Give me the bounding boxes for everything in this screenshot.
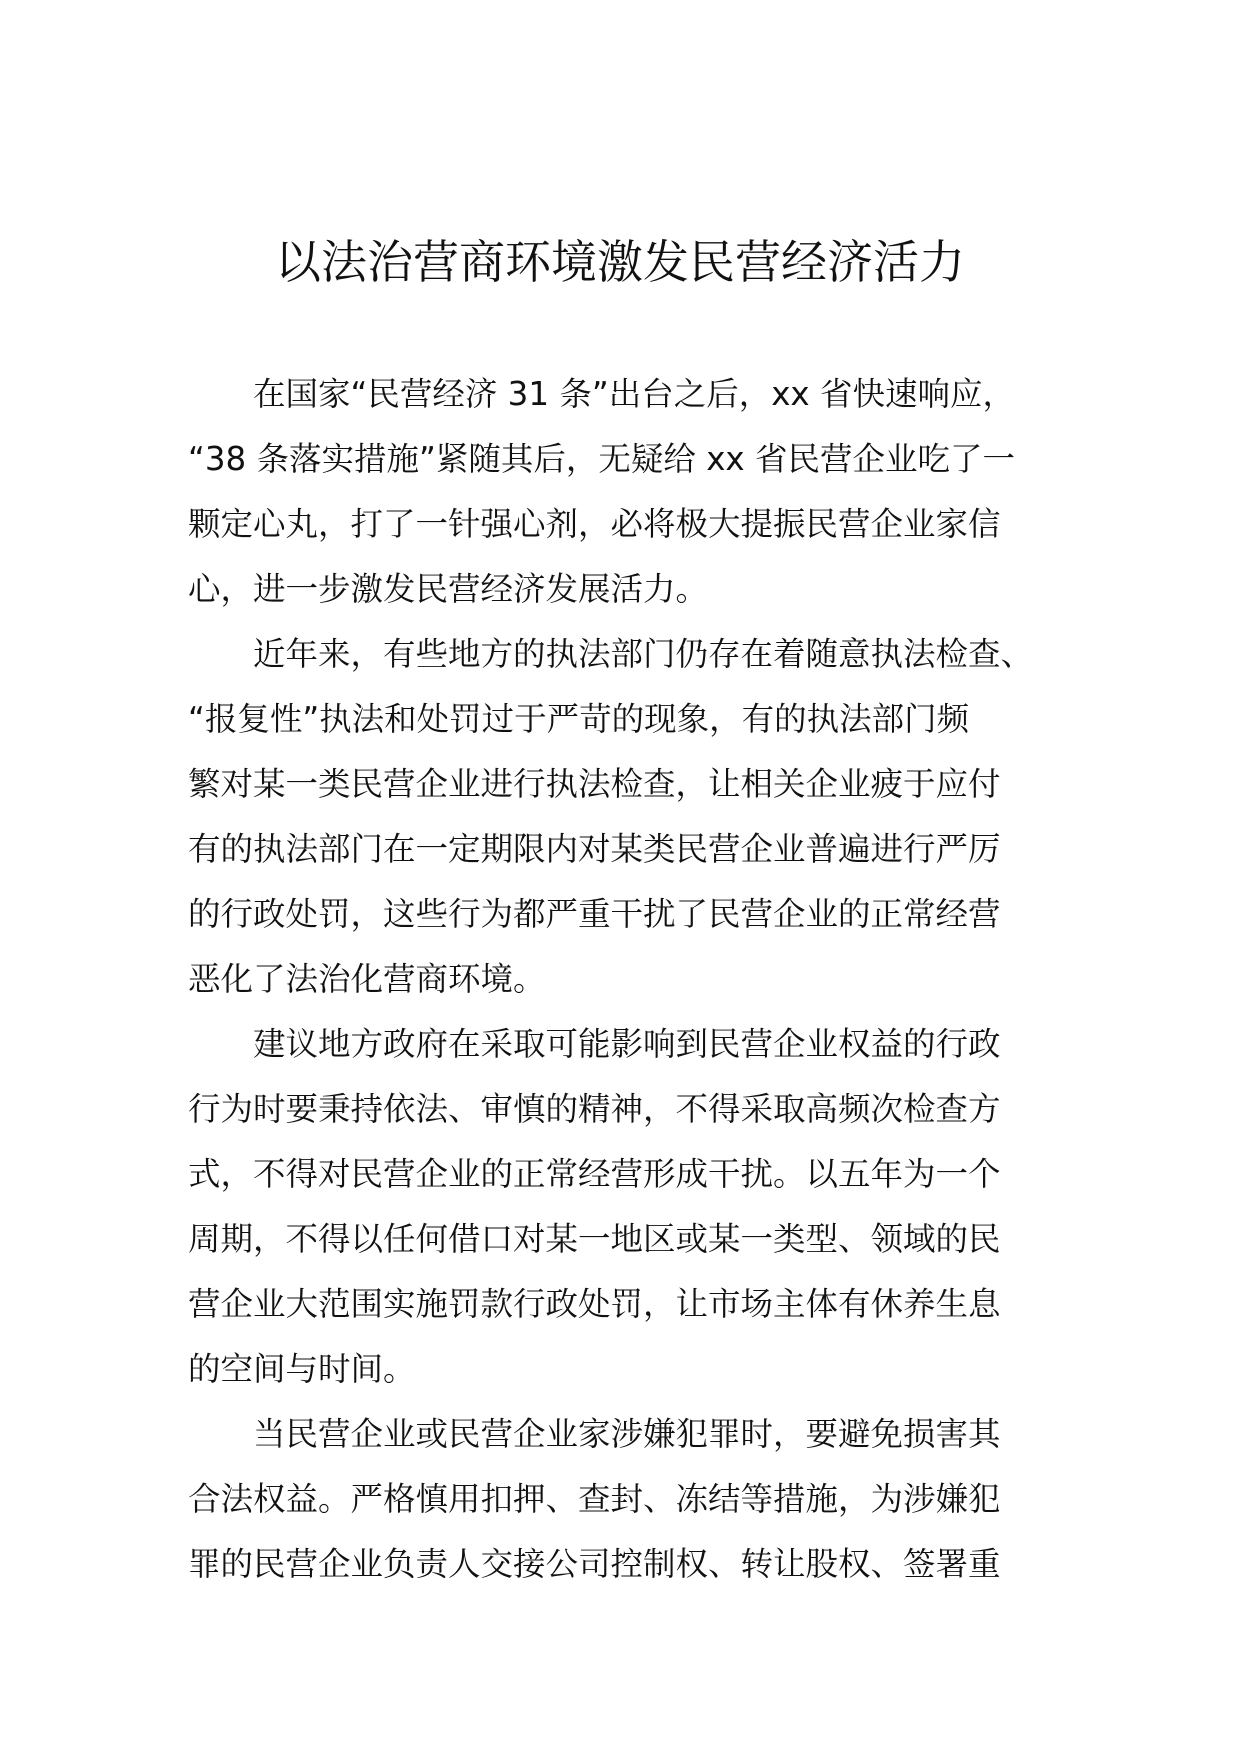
paragraph-line: 的行政处罚，这些行为都严重干扰了民营企业的正常经营 (188, 895, 1001, 933)
paragraph-line: “报复性”执法和处罚过于严苛的现象，有的执法部门频 (188, 700, 970, 738)
paragraph-line: 心，进一步激发民营经济发展活力。 (188, 570, 709, 608)
paragraph-line: 的空间与时间。 (188, 1350, 416, 1388)
paragraph-line: 在国家“民营经济 31 条”出台之后，xx 省快速响应， (253, 375, 1015, 413)
paragraph-line: 近年来，有些地方的执法部门仍存在着随意执法检查、 (253, 635, 1034, 673)
paragraph-line: 式，不得对民营企业的正常经营形成干扰。以五年为一个 (188, 1155, 1001, 1193)
paragraph-line: 营企业大范围实施罚款行政处罚，让市场主体有休养生息 (188, 1285, 1001, 1323)
paragraph-line: 有的执法部门在一定期限内对某类民营企业普遍进行严厉 (188, 830, 1001, 868)
document-body (188, 362, 1058, 1597)
paragraph-line: 合法权益。严格慎用扣押、查封、冻结等措施，为涉嫌犯 (188, 1480, 1001, 1518)
paragraph-line: “38 条落实措施”紧随其后，无疑给 xx 省民营企业吃了一 (188, 440, 1015, 478)
paragraph-line: 罪的民营企业负责人交接公司控制权、转让股权、签署重 (188, 1545, 1001, 1583)
paragraph-line: 恶化了法治化营商环境。 (188, 960, 546, 998)
paragraph-line: 建议地方政府在采取可能影响到民营企业权益的行政 (253, 1025, 1001, 1063)
paragraph-line: 行为时要秉持依法、审慎的精神，不得采取高频次检查方 (188, 1090, 1001, 1128)
paragraph-line: 周期，不得以任何借口对某一地区或某一类型、领域的民 (188, 1220, 1001, 1258)
paragraph-line: 繁对某一类民营企业进行执法检查，让相关企业疲于应付 (188, 765, 1001, 803)
paragraph-line: 当民营企业或民营企业家涉嫌犯罪时，要避免损害其 (253, 1415, 1001, 1453)
paragraph-line: 颗定心丸，打了一针强心剂，必将极大提振民营企业家信 (188, 505, 1001, 543)
document-title: 以法治营商环境激发民营经济活力 (275, 235, 965, 289)
